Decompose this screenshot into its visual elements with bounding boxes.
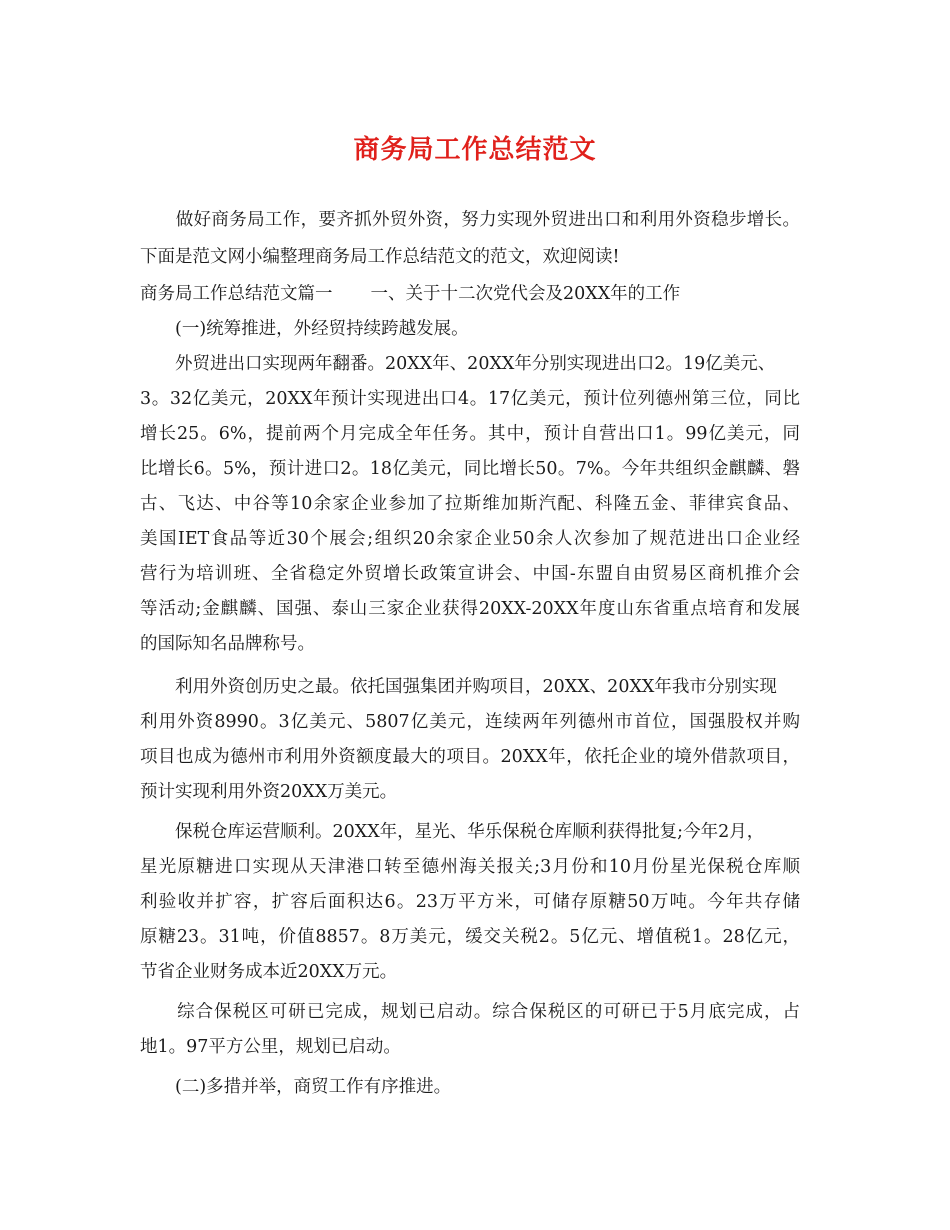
paragraph-line: 外贸进出口实现两年翻番。20XX年、20XX年分别实现进出口2。19亿美元、 (140, 354, 776, 374)
paragraph-line: 的国际知名品牌称号。 (140, 634, 315, 654)
paragraph-line: 3。32亿美元，20XX年预计实现进出口4。17亿美元，预计位列德州第三位，同比 (140, 389, 800, 409)
paragraph-line: 下面是范文网小编整理商务局工作总结范文的范文，欢迎阅读! (140, 247, 620, 267)
subsection-heading: (一)统筹推进，外经贸持续跨越发展。 (140, 319, 469, 339)
paragraph-line: 原糖23。31吨，价值8857。8万美元，缓交关税2。5亿元、增值税1。28亿元， (140, 927, 800, 947)
paragraph-line: 美国IET食品等近30个展会;组织20余家企业50余人次参加了规范进出口企业经 (140, 529, 800, 549)
paragraph-line: 地1。97平方公里，规划已启动。 (140, 1037, 401, 1057)
article-label: 商务局工作总结范文篇一 (140, 284, 333, 304)
section-heading: 一、关于十二次党代会及20XX年的工作 (370, 284, 681, 304)
paragraph-line: 预计实现利用外资20XX万美元。 (140, 782, 398, 802)
paragraph-line: 等活动;金麒麟、国强、泰山三家企业获得20XX-20XX年度山东省重点培育和发展 (140, 599, 800, 619)
paragraph-line: 古、飞达、中谷等10余家企业参加了拉斯维加斯汽配、科隆五金、菲律宾食品、 (140, 494, 800, 514)
paragraph-line: 利验收并扩容，扩容后面积达6。23万平方米，可储存原糖50万吨。今年共存储 (140, 892, 800, 912)
paragraph-line: 综合保税区可研已完成，规划已启动。综合保税区的可研已于5月底完成，占 (140, 1002, 800, 1022)
paragraph-line: 做好商务局工作，要齐抓外贸外资，努力实现外贸进出口和利用外资稳步增长。 (140, 210, 800, 230)
paragraph-line: 项目也成为德州市利用外资额度最大的项目。20XX年，依托企业的境外借款项目， (140, 747, 800, 767)
paragraph-line: 利用外资8990。3亿美元、5807亿美元，连续两年列德州市首位，国强股权并购 (140, 712, 800, 732)
paragraph-line: 营行为培训班、全省稳定外贸增长政策宣讲会、中国-东盟自由贸易区商机推介会 (140, 564, 800, 584)
paragraph-line: 增长25。6%，提前两个月完成全年任务。其中，预计自营出口1。99亿美元，同 (140, 424, 800, 444)
paragraph-line: 保税仓库运营顺利。20XX年，星光、华乐保税仓库顺利获得批复;今年2月， (140, 822, 765, 842)
paragraph-line: 节省企业财务成本近20XX万元。 (140, 962, 398, 982)
subsection-heading: (二)多措并举，商贸工作有序推进。 (140, 1077, 452, 1097)
paragraph-line: 星光原糖进口实现从天津港口转至德州海关报关;3月份和10月份星光保税仓库顺 (140, 857, 800, 877)
section-heading-line (140, 277, 680, 311)
paragraph-line: 利用外资创历史之最。依托国强集团并购项目，20XX、20XX年我市分别实现 (140, 677, 777, 697)
paragraph-line: 比增长6。5%，预计进口2。18亿美元，同比增长50。7%。今年共组织金麒麟、磐 (140, 459, 800, 479)
document-title: 商务局工作总结范文 (353, 135, 597, 165)
